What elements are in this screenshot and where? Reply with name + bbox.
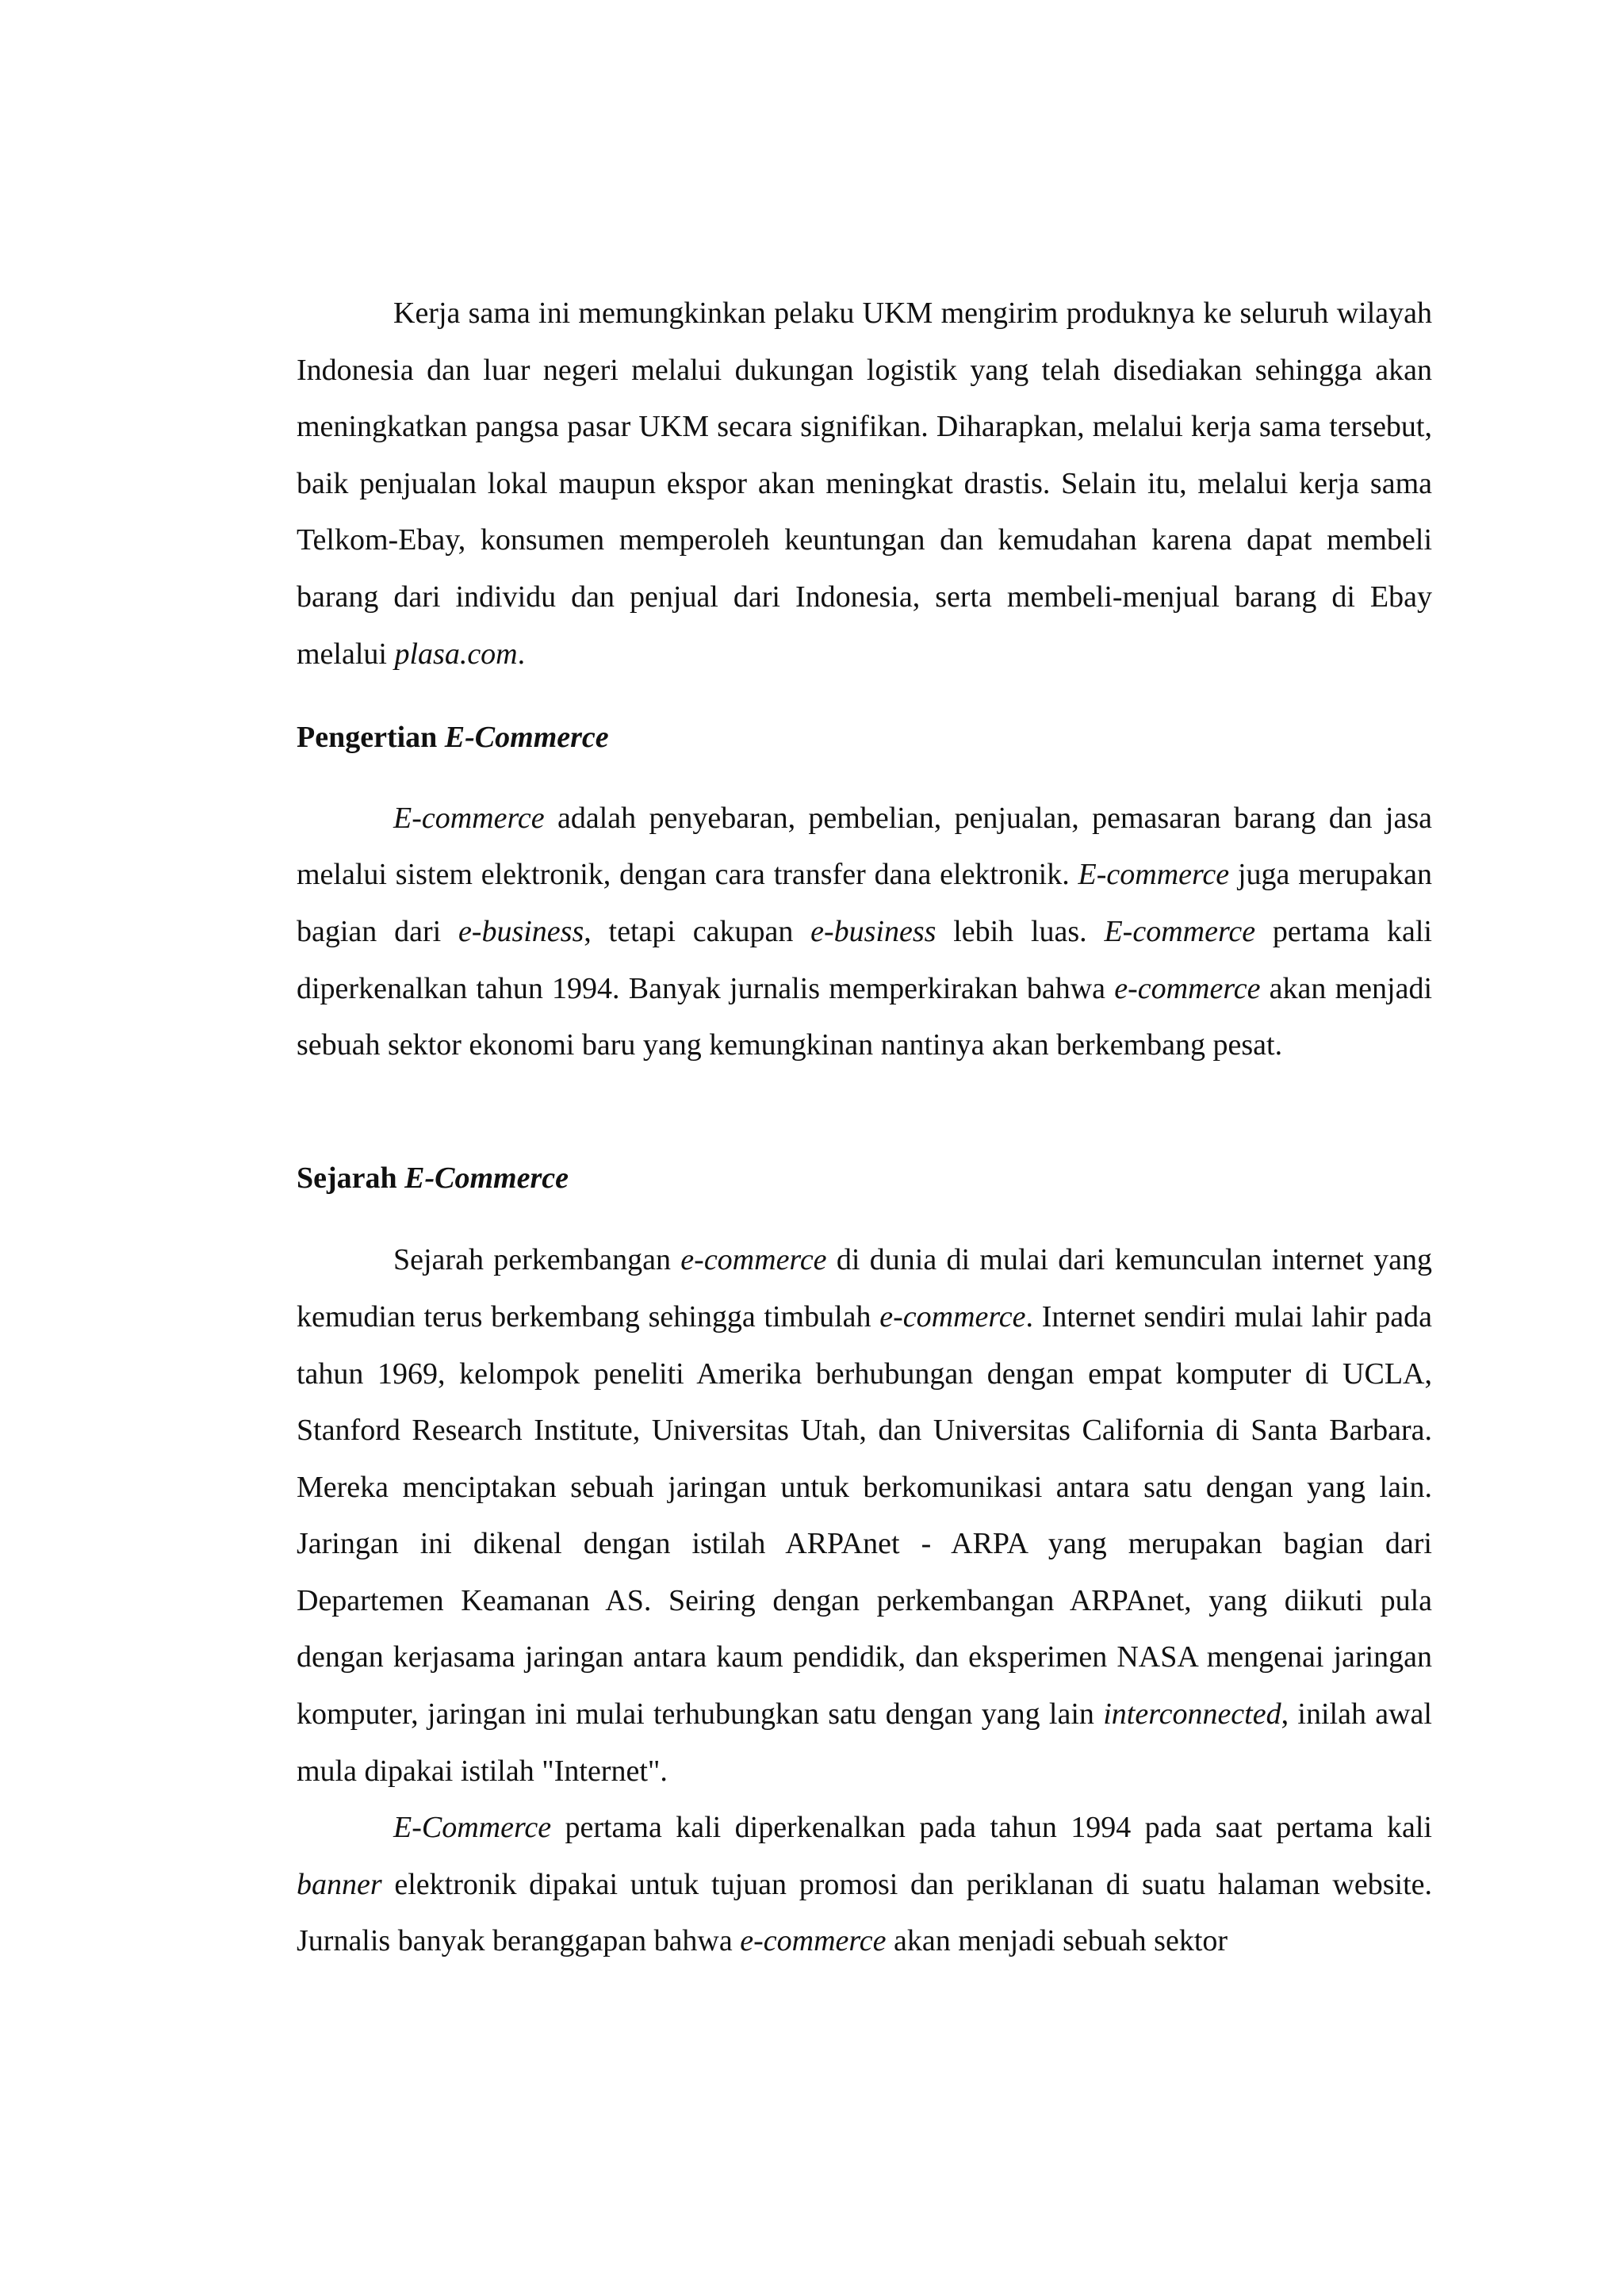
text-run: juga merupakan bagian dari (297, 858, 1432, 948)
italic-term: E-Commerce (393, 1811, 552, 1845)
italic-term: e-commerce (879, 1299, 1026, 1334)
text-run: . Internet sendiri mulai lahir pada tahun 1969, kelompok peneliti Amerika berhubungan dengan empat komputer di UCLA, Stanford Research Institute, Universitas Utah, dan Universitas California di Santa Barbara. Mereka menciptakan sebuah jaringan untuk berkomunikasi antara satu dengan yang lain. Jaringan ini dikenal dengan istilah ARPAnet - ARPA yang merupakan bagian dari Departemen Keamanan AS. Seiring dengan perkembangan ARPAnet, yang diikuti pula dengan kerjasama jaringan antara kaum pendidik, dan eksperimen NASA mengenai jaringan komputer, jaringan ini mulai terhubungkan satu dengan yang lain (297, 1299, 1432, 1732)
italic-term: e-commerce (740, 1924, 887, 1958)
italic-term: e-business (458, 914, 584, 948)
italic-term: e-business (810, 914, 936, 948)
heading-text: Pengertian (297, 721, 445, 755)
italic-term: e-commerce (680, 1243, 827, 1277)
italic-term: E-commerce (1104, 914, 1256, 948)
text-run: akan menjadi sebuah sektor ekonomi baru yang kemungkinan nantinya akan berkembang pesat. (297, 971, 1432, 1062)
section-heading-sejarah (297, 1150, 1432, 1207)
italic-term: e-commerce (1114, 971, 1261, 1005)
italic-term: E-commerce (393, 801, 545, 835)
text-run: adalah penyebaran, pembelian, penjualan, pemasaran barang dan jasa melalui sistem elektronik, dengan cara transfer dana elektronik. (297, 801, 1432, 892)
italic-term: interconnected (1103, 1697, 1281, 1732)
text-run: , inilah awal mula dipakai istilah "Internet". (297, 1697, 1432, 1788)
text-run: Kerja sama ini memungkinkan pelaku UKM mengirim produknya ke seluruh wilayah Indonesia dan luar negeri melalui dukungan logistik yang telah disediakan sehingga akan meningkatkan pangsa pasar UKM secara signifikan. Diharapkan, melalui kerja sama tersebut, baik penjualan lokal maupun ekspor akan meningkat drastis. Selain itu, melalui kerja sama Telkom-Ebay, konsumen memperoleh keuntungan dan kemudahan karena dapat membeli barang dari individu dan penjual dari Indonesia, serta membeli-menjual barang di Ebay melalui (297, 297, 1432, 671)
paragraph-ukm-cooperation (297, 285, 1432, 683)
text-run: lebih luas. (936, 914, 1105, 948)
text-run: pertama kali diperkenalkan tahun 1994. Banyak jurnalis memperkirakan bahwa (297, 914, 1432, 1005)
text-run: pertama kali diperkenalkan pada tahun 1994 pada saat pertama kali (551, 1811, 1432, 1845)
paragraph-first-introduction (297, 1800, 1432, 1970)
text-run: elektronik dipakai untuk tujuan promosi dan periklanan di suatu halaman website. Jurnalis banyak beranggapan bahwa (297, 1867, 1432, 1958)
text-run: Sejarah perkembangan (393, 1243, 681, 1277)
document-page (297, 285, 1432, 1970)
paragraph-definition (297, 790, 1432, 1074)
italic-term: banner (297, 1867, 382, 1901)
heading-italic: E-Commerce (444, 721, 609, 755)
text-run: akan menjadi sebuah sektor (886, 1924, 1228, 1958)
text-run: di dunia di mulai dari kemunculan internet yang kemudian terus berkembang sehingga timbulah (297, 1243, 1433, 1334)
heading-text: Sejarah (297, 1161, 405, 1195)
heading-italic: E-Commerce (404, 1161, 569, 1195)
paragraph-history (297, 1232, 1432, 1800)
italic-term: plasa.com (394, 637, 518, 671)
text-run: , tetapi cakupan (584, 914, 811, 948)
section-heading-pengertian (297, 710, 1432, 767)
italic-term: E-commerce (1078, 858, 1230, 892)
text-run: . (517, 637, 526, 671)
